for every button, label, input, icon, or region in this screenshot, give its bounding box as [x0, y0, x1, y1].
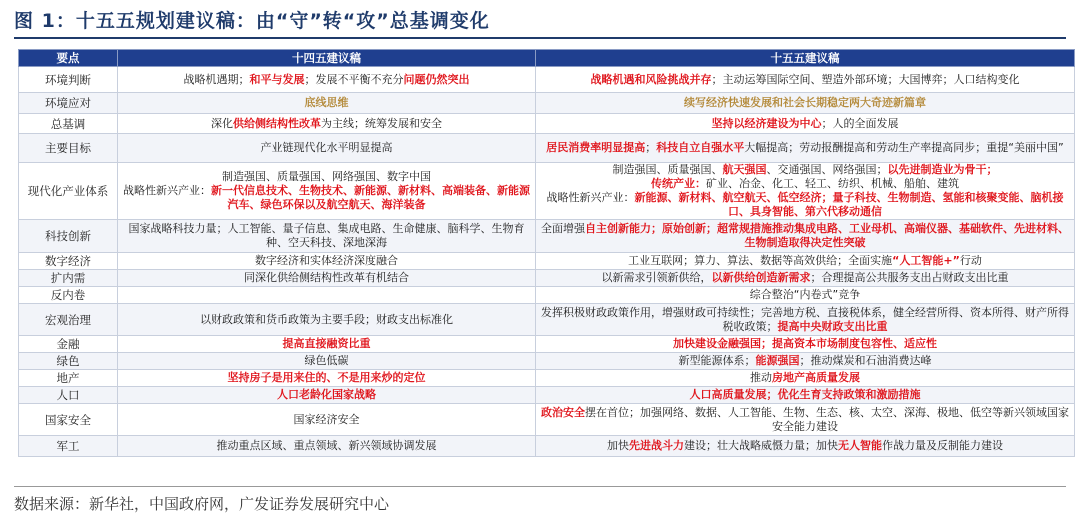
cell-15th-plan: [536, 370, 1075, 387]
cell-14th-plan: [118, 114, 536, 134]
cell-14th-segment: 深化: [211, 116, 233, 130]
cell-15th-segment: 矿业、冶金、化工、轻工、纺织、机械、船舶、建筑: [706, 177, 959, 190]
cell-15th-plan: [536, 336, 1075, 353]
table-row: [19, 304, 1075, 336]
cell-15th-segment: 传统产业：: [651, 177, 706, 190]
cell-15th-segment: 无人智能: [838, 439, 882, 452]
cell-15th-segment: 以新供给创造新需求: [711, 271, 811, 284]
cell-15th-segment: 发挥积极财政政策作用，增强财政可持续性；完善地方税、直接税体系，健全经营所得、资本所得、财产所得税收政策；: [541, 305, 1069, 333]
table-row: [19, 270, 1075, 287]
table-header-row: [19, 50, 1075, 67]
cell-14th-segment: 和平与发展: [249, 72, 305, 86]
cell-14th-segment: 战略性新兴产业：: [123, 184, 211, 197]
cell-14th-plan: [118, 387, 536, 404]
cell-14th-plan: [118, 404, 536, 436]
row-key-label: 环境判断: [19, 67, 118, 93]
row-key-label: 宏观治理: [19, 304, 118, 336]
cell-14th-plan: [118, 370, 536, 387]
cell-14th-plan: [118, 304, 536, 336]
table-row: [19, 387, 1075, 404]
cell-14th-segment: 数字经济和实体经济深度融合: [255, 254, 398, 267]
table-row: [19, 287, 1075, 304]
table-row: [19, 220, 1075, 253]
cell-15th-segment: 坚持以经济建设为中心: [711, 116, 822, 130]
cell-15th-plan: [536, 253, 1075, 270]
cell-14th-plan: [118, 353, 536, 370]
cell-15th-plan: [536, 67, 1075, 93]
cell-15th-segment: 政治安全: [541, 405, 585, 419]
cell-15th-plan: [536, 220, 1075, 253]
cell-14th-segment: 提高直接融资比重: [282, 337, 371, 350]
cell-15th-segment: 科技自立自强水平: [656, 141, 745, 154]
cell-15th-segment: 自主创新能力；原始创新；超常规措施推动集成电路、工业母机、高端仪器、基础软件、先进材料、生物制造取得决定性突破: [585, 222, 1069, 249]
cell-14th-segment: 同深化供给侧结构性改革有机结合: [244, 271, 409, 284]
cell-14th-segment: 以财政政策和货币政策为主要手段；财政支出标准化: [200, 312, 453, 326]
header-key: 要点: [19, 50, 118, 67]
cell-15th-segment: 加快建设金融强国；提高资本市场制度包容性、适应性: [673, 337, 937, 350]
cell-15th-segment: 综合整治“内卷式”竞争: [749, 288, 861, 301]
cell-15th-plan: [536, 404, 1075, 436]
comparison-table-wrapper: [18, 49, 1074, 457]
cell-14th-segment: 人口老龄化国家战略: [277, 388, 376, 401]
cell-15th-segment: “人工智能+”: [892, 254, 960, 267]
table-row: [19, 404, 1075, 436]
cell-14th-segment: 制造强国、质量强国、网络强国、数字中国: [222, 170, 431, 183]
cell-15th-segment: 大幅提高；劳动报酬提高和劳动生产率提高同步；重提“美丽中国”: [744, 141, 1064, 154]
cell-15th-segment: 建设；壮大战略威慑力量；加快: [684, 439, 838, 452]
header-15th: 十五五建议稿: [536, 50, 1075, 67]
cell-15th-segment: 以先进制造业为骨干；: [887, 163, 998, 176]
cell-15th-segment: 战略性新兴产业：: [546, 191, 635, 204]
table-row: [19, 93, 1075, 114]
cell-15th-segment: 作战力量及反制能力建设: [882, 439, 1003, 452]
cell-14th-segment: 为主线；统筹发展和安全: [321, 116, 442, 130]
figure-title: 图 1：十五五规划建议稿：由“守”转“攻”总基调变化: [14, 10, 490, 32]
header-14th: 十四五建议稿: [118, 50, 536, 67]
cell-15th-segment: ；推动煤炭和石油消费达峰: [799, 354, 932, 367]
footer-divider: [14, 486, 1066, 487]
table-row: [19, 253, 1075, 270]
row-key-label: 军工: [19, 436, 118, 457]
row-key-label: 科技创新: [19, 220, 118, 253]
cell-14th-segment: 国家战略科技力量；人工智能、量子信息、集成电路、生命健康、脑科学、生物育种、空天科技、深地深海: [128, 222, 525, 249]
cell-15th-plan: [536, 163, 1075, 220]
cell-14th-segment: 供给侧结构性改革: [233, 116, 321, 130]
row-key-label: 总基调: [19, 114, 118, 134]
cell-15th-plan: [536, 270, 1075, 287]
cell-15th-plan: [536, 114, 1075, 134]
cell-14th-plan: [118, 253, 536, 270]
cell-14th-segment: ；发展不平衡不充分: [304, 72, 404, 86]
row-key-label: 环境应对: [19, 93, 118, 114]
cell-15th-segment: ；人的全面发展: [821, 116, 899, 130]
table-row: [19, 336, 1075, 353]
cell-15th-segment: 制造强国、质量强国、: [612, 163, 723, 176]
cell-14th-segment: 绿色低碳: [304, 354, 349, 367]
cell-14th-segment: 坚持房子是用来住的、不是用来炒的定位: [227, 371, 426, 384]
comparison-table: [18, 49, 1075, 457]
row-key-label: 绿色: [19, 353, 118, 370]
cell-14th-plan: [118, 67, 536, 93]
cell-15th-segment: 居民消费率明显提高: [546, 141, 646, 154]
cell-15th-segment: 能源强国: [755, 354, 800, 367]
cell-15th-segment: 人口高质量发展；优化生育支持政策和激励措施: [689, 388, 921, 401]
source-note: 数据来源：新华社，中国政府网，广发证券发展研究中心: [14, 495, 390, 513]
cell-15th-segment: 续写经济快速发展和社会长期稳定两大奇迹新篇章: [684, 96, 926, 109]
cell-14th-plan: [118, 270, 536, 287]
cell-15th-segment: 航天强国: [722, 163, 767, 176]
cell-15th-plan: [536, 436, 1075, 457]
cell-15th-segment: 、交通强国、网络强国；: [766, 163, 888, 176]
cell-15th-plan: [536, 287, 1075, 304]
cell-15th-segment: ；合理提高公共服务支出占财政支出比重: [810, 271, 1009, 284]
title-underline: [14, 37, 1066, 39]
cell-15th-plan: [536, 93, 1075, 114]
cell-14th-segment: 底线思维: [304, 96, 349, 109]
table-row: [19, 134, 1075, 163]
cell-14th-plan: [118, 436, 536, 457]
cell-14th-plan: [118, 134, 536, 163]
table-row: [19, 67, 1075, 93]
cell-15th-plan: [536, 353, 1075, 370]
cell-15th-segment: 行动: [959, 254, 982, 267]
cell-15th-plan: [536, 387, 1075, 404]
cell-14th-segment: 战略机遇期；: [183, 72, 250, 86]
cell-14th-segment: 新一代信息技术、生物技术、新能源、新材料、高端装备、新能源汽车、绿色环保以及航空航天、海洋装备: [211, 184, 530, 211]
cell-14th-segment: 推动重点区域、重点领域、新兴领域协调发展: [216, 439, 437, 452]
row-key-label: 国家安全: [19, 404, 118, 436]
row-key-label: 地产: [19, 370, 118, 387]
table-row: [19, 353, 1075, 370]
cell-14th-segment: 产业链现代化水平明显提高: [260, 141, 393, 154]
cell-14th-plan: [118, 163, 536, 220]
cell-15th-plan: [536, 304, 1075, 336]
cell-14th-plan: [118, 220, 536, 253]
table-row: [19, 436, 1075, 457]
cell-15th-segment: 提高中央财政支出比重: [777, 319, 888, 333]
row-key-label: 人口: [19, 387, 118, 404]
cell-14th-plan: [118, 287, 536, 304]
cell-15th-segment: 推动: [750, 371, 772, 384]
cell-15th-segment: 加快: [607, 439, 629, 452]
cell-15th-segment: 房地产高质量发展: [772, 371, 860, 384]
table-row: [19, 114, 1075, 134]
cell-14th-plan: [118, 336, 536, 353]
row-key-label: 现代化产业体系: [19, 163, 118, 220]
row-key-label: 数字经济: [19, 253, 118, 270]
cell-14th-segment: 问题仍然突出: [403, 72, 470, 86]
table-row: [19, 163, 1075, 220]
cell-15th-segment: 新型能源体系；: [678, 354, 756, 367]
cell-15th-plan: [536, 134, 1075, 163]
row-key-label: 扩内需: [19, 270, 118, 287]
cell-15th-segment: 工业互联网；算力、算法、数据等高效供给；全面实施: [628, 254, 893, 267]
row-key-label: 反内卷: [19, 287, 118, 304]
cell-15th-segment: 摆在首位；加强网络、数据、人工智能、生物、生态、核、太空、深海、极地、低空等新兴领域国家安全能力建设: [585, 405, 1069, 433]
cell-15th-segment: 新能源、新材料、航空航天、低空经济；量子科技、生物制造、氢能和核聚变能、脑机接口、具身智能、第六代移动通信: [634, 191, 1064, 218]
cell-14th-plan: [118, 93, 536, 114]
cell-15th-segment: 以新需求引领新供给，: [601, 271, 712, 284]
table-body: [19, 67, 1075, 457]
cell-15th-segment: ；: [645, 141, 657, 154]
cell-14th-segment: 国家经济安全: [293, 412, 360, 426]
cell-15th-segment: 战略机遇和风险挑战并存: [590, 72, 712, 86]
cell-15th-segment: ；主动运筹国际空间、塑造外部环境；大国博弈；人口结构变化: [711, 72, 1020, 86]
table-row: [19, 370, 1075, 387]
row-key-label: 主要目标: [19, 134, 118, 163]
cell-15th-segment: 先进战斗力: [629, 439, 684, 452]
row-key-label: 金融: [19, 336, 118, 353]
cell-15th-segment: 全面增强: [541, 222, 585, 235]
